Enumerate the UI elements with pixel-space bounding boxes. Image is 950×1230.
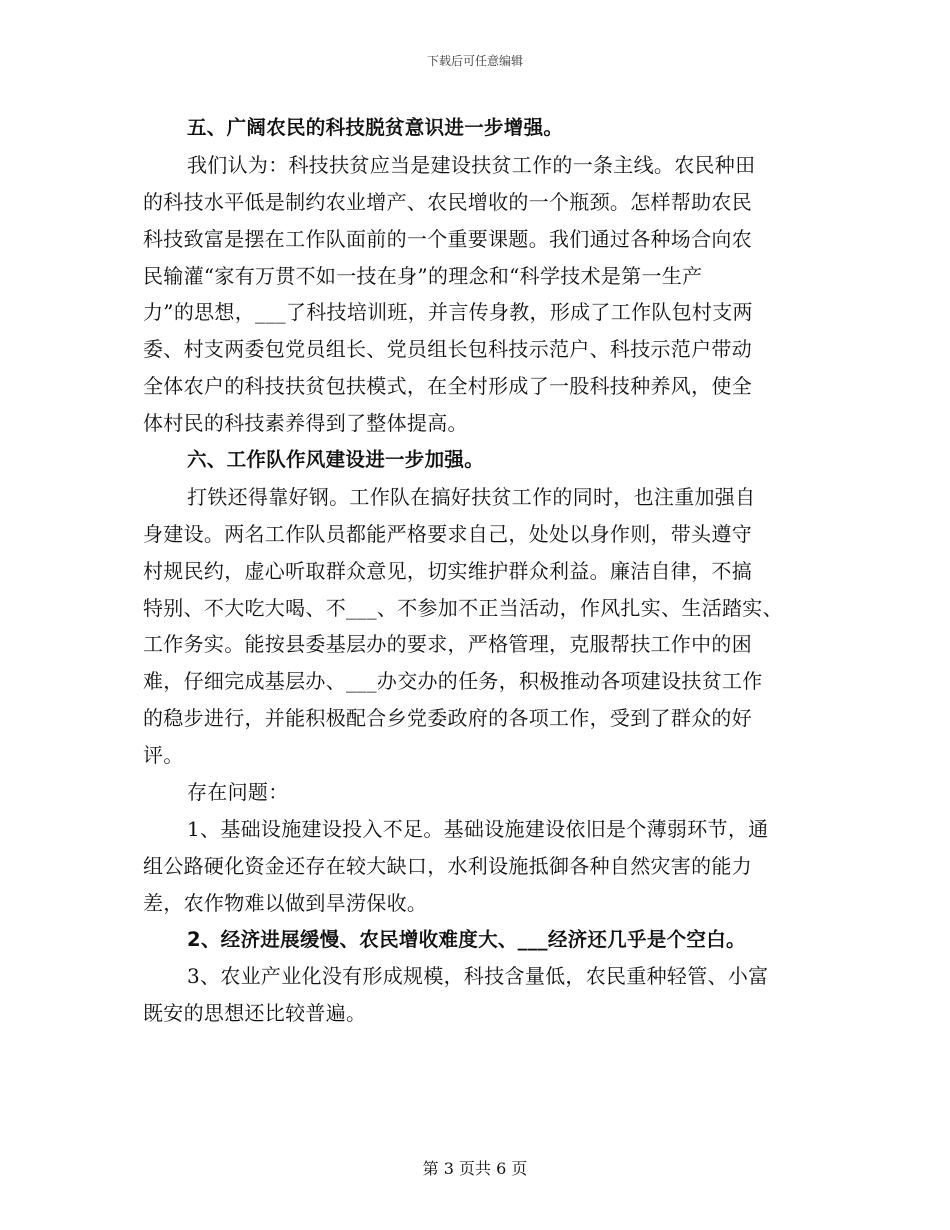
paragraph-line: 特别、不大吃大喝、不___、不参加不正当活动，作风扎实、生活踏实、 bbox=[143, 595, 783, 620]
page-number: 第 3 页共 6 页 bbox=[422, 1159, 528, 1178]
problem-item-3: 3、农业产业化没有形成规模，科技含量低，农民重种轻管、小富 bbox=[187, 964, 769, 989]
paragraph-line: 工作务实。能按县委基层办的要求，严格管理，克服帮扶工作中的困 bbox=[143, 632, 752, 657]
paragraph-line: 体村民的科技素养得到了整体提高。 bbox=[143, 411, 468, 436]
paragraph-line: 的科技水平低是制约农业增产、农民增收的一个瓶颈。怎样帮助农民 bbox=[143, 189, 752, 214]
paragraph-line: 难，仔细完成基层办、___办交办的任务，积极推动各项建设扶贫工作 bbox=[143, 669, 763, 694]
paragraph-line: 打铁还得靠好钢。工作队在搞好扶贫工作的同时，也注重加强自 bbox=[187, 484, 756, 509]
paragraph-line: 身建设。两名工作队员都能严格要求自己，处处以身作则，带头遵守 bbox=[143, 521, 752, 546]
paragraph-line: 差，农作物难以做到旱涝保收。 bbox=[143, 890, 428, 915]
document-body bbox=[143, 110, 815, 1032]
problems-heading: 存在问题： bbox=[187, 780, 289, 805]
paragraph-line: 科技致富是摆在工作队面前的一个重要课题。我们通过各种场合向农 bbox=[143, 226, 752, 251]
paragraph-line: 的稳步进行，并能积极配合乡党委政府的各项工作，受到了群众的好 bbox=[143, 706, 752, 731]
paragraph-line: 全体农户的科技扶贫包扶模式，在全村形成了一股科技种养风，使全 bbox=[143, 374, 752, 399]
problem-item-2: 2、经济进展缓慢、农民增收难度大、___经济还几乎是个空白。 bbox=[187, 927, 746, 951]
problem-item-1: 1、基础设施建设投入不足。基础设施建设依旧是个薄弱环节，通 bbox=[187, 816, 769, 841]
paragraph-line: 组公路硬化资金还存在较大缺口，水利设施抵御各种自然灾害的能力 bbox=[143, 853, 752, 878]
paragraph-line: 委、村支两委包党员组长、党员组长包科技示范户、科技示范户带动 bbox=[143, 337, 752, 362]
section-heading-5: 五、广阔农民的科技脱贫意识进一步增强。 bbox=[187, 116, 564, 139]
paragraph-line: 既安的思想还比较普遍。 bbox=[143, 1001, 367, 1026]
paragraph-line: 评。 bbox=[143, 743, 184, 768]
paragraph-line: 村规民约，虚心听取群众意见，切实维护群众利益。廉洁自律，不搞 bbox=[143, 558, 752, 583]
section-heading-6: 六、工作队作风建设进一步加强。 bbox=[187, 448, 485, 472]
paragraph-line: 力”的思想，___了科技培训班，并言传身教，形成了工作队包村支两 bbox=[143, 300, 753, 325]
paragraph-line: 民输灌“家有万贯不如一技在身”的理念和“科学技术是第一生产 bbox=[143, 263, 703, 288]
paragraph-line: 我们认为：科技扶贫应当是建设扶贫工作的一条主线。农民种田 bbox=[187, 152, 756, 177]
header-note: 下载后可任意编辑 bbox=[426, 54, 523, 68]
